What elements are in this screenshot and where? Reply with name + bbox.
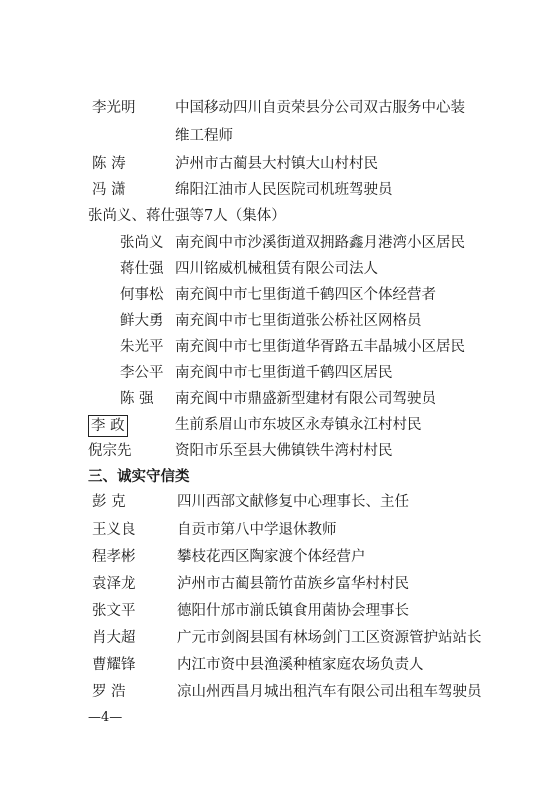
person-name: 张尚义 — [120, 235, 164, 251]
list-item — [0, 653, 555, 677]
person-name: 何事松 — [120, 287, 164, 303]
person-name: 彭 克 — [92, 494, 126, 510]
person-name: 张文平 — [92, 603, 136, 619]
person-desc: 南充阆中市七里街道千鹤四区个体经营者 — [175, 287, 436, 303]
list-item — [0, 152, 555, 176]
list-item — [0, 439, 555, 463]
person-name: 李光明 — [92, 100, 136, 116]
person-desc-wrap: 维工程师 — [175, 128, 233, 144]
person-name: 罗 浩 — [92, 684, 126, 700]
list-item — [0, 680, 555, 704]
person-name: 鲜大勇 — [120, 313, 164, 329]
person-name: 蒋仕强 — [120, 261, 164, 277]
person-desc: 内江市资中县渔溪种植家庭农场负责人 — [177, 657, 424, 673]
group-member — [0, 231, 555, 255]
person-name-boxed: 李 政 — [88, 415, 128, 437]
person-name: 袁泽龙 — [92, 576, 136, 592]
person-desc: 南充阆中市七里街道千鹤四区居民 — [175, 365, 393, 381]
group-member — [0, 335, 555, 359]
group-member — [0, 283, 555, 307]
person-name: 程孝彬 — [92, 549, 136, 565]
group-member — [0, 309, 555, 333]
list-item — [0, 545, 555, 569]
list-item — [0, 599, 555, 623]
person-name: 陈 涛 — [92, 156, 126, 172]
person-name: 冯 潇 — [92, 182, 126, 198]
person-desc: 南充阆中市沙溪街道双拥路鑫月港湾小区居民 — [175, 235, 465, 251]
list-item — [0, 490, 555, 514]
section-heading: 三、诚实守信类 — [88, 468, 190, 485]
list-item — [0, 413, 555, 437]
person-name: 李公平 — [120, 365, 164, 381]
person-desc: 广元市剑阁县国有林场剑门工区资源管护站站长 — [177, 630, 482, 646]
person-desc: 四川铭威机械租赁有限公司法人 — [175, 261, 378, 277]
person-name: 曹耀锋 — [92, 657, 136, 673]
page-number: —4— — [88, 710, 123, 725]
group-member — [0, 387, 555, 411]
person-name: 倪宗先 — [88, 443, 132, 459]
group-title-row — [0, 204, 555, 228]
person-name: 陈 强 — [120, 391, 154, 407]
person-desc: 绵阳江油市人民医院司机班驾驶员 — [175, 182, 393, 198]
list-item — [0, 178, 555, 202]
person-desc: 生前系眉山市东坡区永寿镇永江村村民 — [175, 417, 422, 433]
person-desc: 凉山州西昌月城出租汽车有限公司出租车驾驶员 — [177, 684, 482, 700]
person-desc: 四川西部文献修复中心理事长、主任 — [177, 494, 409, 510]
person-desc: 德阳什邡市湔氐镇食用菌协会理事长 — [177, 603, 409, 619]
person-desc: 南充阆中市七里街道张公桥社区网格员 — [175, 313, 422, 329]
person-desc: 泸州市古蔺县箭竹苗族乡富华村村民 — [177, 576, 409, 592]
person-desc: 南充阆中市七里街道华胥路五丰晶城小区居民 — [175, 339, 465, 355]
list-item — [0, 518, 555, 542]
person-desc: 泸州市古蔺县大村镇大山村村民 — [175, 156, 378, 172]
list-item — [0, 96, 555, 120]
person-name: 朱光平 — [120, 339, 164, 355]
list-item — [0, 572, 555, 596]
person-desc: 攀枝花西区陶家渡个体经营户 — [177, 549, 366, 565]
group-member — [0, 257, 555, 281]
group-member — [0, 361, 555, 385]
list-item-continuation — [0, 124, 555, 148]
person-desc: 资阳市乐至县大佛镇铁牛湾村村民 — [175, 443, 393, 459]
group-title: 张尚义、蒋仕强等7人（集体） — [88, 208, 286, 224]
person-desc: 南充阆中市鼎盛新型建材有限公司驾驶员 — [175, 391, 436, 407]
person-desc: 中国移动四川自贡荣县分公司双古服务中心装 — [175, 100, 465, 116]
person-name: 王义良 — [92, 522, 136, 538]
person-name: 肖大超 — [92, 630, 136, 646]
list-item — [0, 626, 555, 650]
person-desc: 自贡市第八中学退休教师 — [177, 522, 337, 538]
